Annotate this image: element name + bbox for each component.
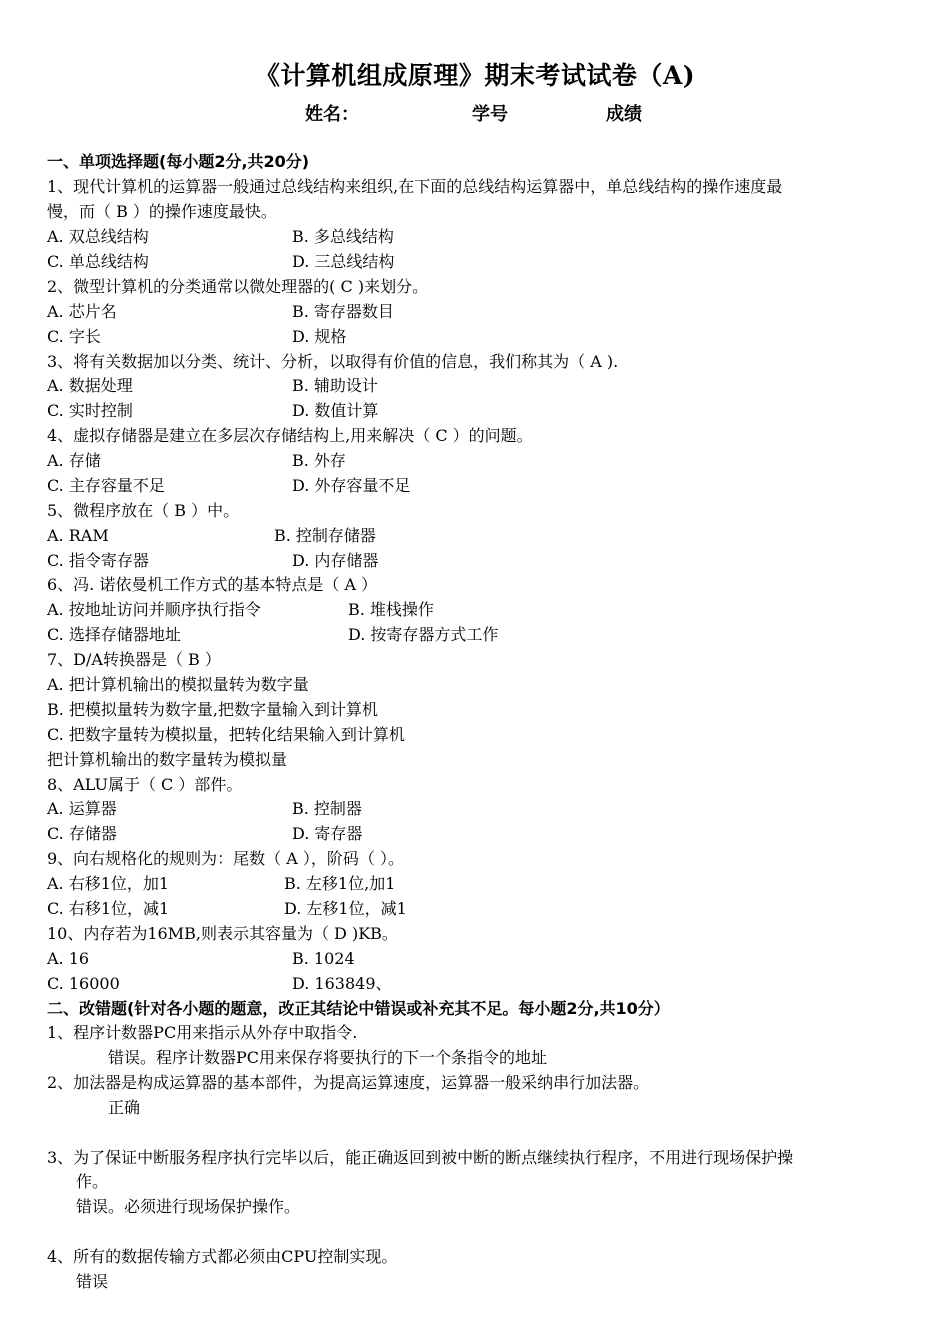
q7-option-b: B. 把模拟量转为数字量,把数字量输入到计算机 (47, 700, 379, 719)
q1-text-line2: 慢，而（ B ）的操作速度最快。 (47, 202, 277, 221)
q5-option-d: D. 内存储器 (292, 551, 379, 570)
s2-q1-answer: 错误。程序计数器PC用来保存将要执行的下一个条指令的地址 (108, 1048, 548, 1067)
s2-q3-text-line1: 3、为了保证中断服务程序执行完毕以后，能正确返回到被中断的断点继续执行程序，不用进行现场保护操 (47, 1148, 794, 1167)
q1-option-c: C. 单总线结构 (47, 252, 149, 271)
q6-option-b: B. 堆栈操作 (348, 600, 434, 619)
q10-option-b: B. 1024 (292, 949, 355, 968)
q4-option-a: A. 存储 (47, 451, 101, 470)
q3-option-b: B. 辅助设计 (292, 376, 378, 395)
q8-option-d: D. 寄存器 (292, 824, 363, 843)
q5-option-c: C. 指令寄存器 (47, 551, 149, 570)
q7-text: 7、D/A转换器是（ B ） (47, 650, 221, 669)
q8-option-b: B. 控制器 (292, 799, 362, 818)
q4-option-d: D. 外存容量不足 (292, 476, 411, 495)
q4-text: 4、虚拟存储器是建立在多层次存储结构上,用来解决（ C ）的问题。 (47, 426, 533, 445)
name-label: 姓名： (305, 104, 359, 125)
q5-option-b: B. 控制存储器 (274, 526, 376, 545)
s2-q2-answer: 正确 (108, 1098, 141, 1117)
q2-option-b: B. 寄存器数目 (292, 302, 394, 321)
q3-option-c: C. 实时控制 (47, 401, 133, 420)
q2-option-d: D. 规格 (292, 327, 347, 346)
s2-q4-text: 4、所有的数据传输方式都必须由CPU控制实现。 (47, 1247, 398, 1266)
q6-text: 6、冯. 诺依曼机工作方式的基本特点是（ A ） (47, 575, 378, 594)
q8-option-a: A. 运算器 (47, 799, 117, 818)
q1-option-d: D. 三总线结构 (292, 252, 395, 271)
q1-text-line1: 1、现代计算机的运算器一般通过总线结构来组织,在下面的总线结构运算器中，单总线结构的操作速度最 (47, 177, 783, 196)
q9-option-b: B. 左移1位,加1 (284, 874, 396, 893)
section1-heading: 一、单项选择题(每小题2分,共20分) (47, 152, 310, 171)
q1-option-a: A. 双总线结构 (47, 227, 149, 246)
q7-option-c: C. 把数字量转为模拟量，把转化结果输入到计算机 (47, 725, 405, 744)
q7-option-d: 把计算机输出的数字量转为模拟量 (47, 750, 288, 769)
q2-text: 2、微型计算机的分类通常以微处理器的( C )来划分。 (47, 277, 429, 296)
q2-option-a: A. 芯片名 (47, 302, 117, 321)
q10-text: 10、内存若为16MB,则表示其容量为（ D )KB。 (47, 924, 398, 943)
q10-option-d: D. 163849、 (292, 974, 392, 993)
q2-option-c: C. 字长 (47, 327, 101, 346)
q6-option-d: D. 按寄存器方式工作 (348, 625, 499, 644)
q4-option-b: B. 外存 (292, 451, 346, 470)
q8-option-c: C. 存储器 (47, 824, 117, 843)
q6-option-c: C. 选择存储器地址 (47, 625, 181, 644)
q9-option-c: C. 右移1位，减1 (47, 899, 170, 918)
exam-title: 《计算机组成原理》期末考试试卷（A) (254, 61, 696, 90)
q3-text: 3、将有关数据加以分类、统计、分析，以取得有价值的信息，我们称其为（ A ). (47, 352, 619, 371)
q7-option-a: A. 把计算机输出的模拟量转为数字量 (47, 675, 309, 694)
q3-option-d: D. 数值计算 (292, 401, 379, 420)
q9-text: 9、向右规格化的规则为：尾数（ A ），阶码（ ）。 (47, 849, 404, 868)
q10-option-a: A. 16 (47, 949, 90, 968)
s2-q3-answer: 错误。必须进行现场保护操作。 (76, 1197, 301, 1216)
s2-q1-text: 1、程序计数器PC用来指示从外存中取指令. (47, 1023, 358, 1042)
q3-option-a: A. 数据处理 (47, 376, 133, 395)
q8-text: 8、ALU属于（ C ）部件。 (47, 775, 243, 794)
s2-q4-answer: 错误 (76, 1272, 109, 1291)
q4-option-c: C. 主存容量不足 (47, 476, 165, 495)
s2-q3-text-line2: 作。 (76, 1172, 109, 1191)
student-id-label: 学号 (472, 104, 508, 125)
q10-option-c: C. 16000 (47, 974, 120, 993)
q9-option-a: A. 右移1位，加1 (47, 874, 170, 893)
s2-q2-text: 2、加法器是构成运算器的基本部件，为提高运算速度，运算器一般采纳串行加法器。 (47, 1073, 650, 1092)
q1-option-b: B. 多总线结构 (292, 227, 394, 246)
q9-option-d: D. 左移1位，减1 (284, 899, 407, 918)
q5-option-a: A. RAM (47, 526, 109, 545)
q5-text: 5、微程序放在（ B ）中。 (47, 501, 240, 520)
q6-option-a: A. 按地址访问并顺序执行指令 (47, 600, 261, 619)
score-label: 成绩 (606, 104, 642, 125)
section2-heading: 二、改错题(针对各小题的题意，改正其结论中错误或补充其不足。每小题2分,共10分） (47, 999, 670, 1018)
